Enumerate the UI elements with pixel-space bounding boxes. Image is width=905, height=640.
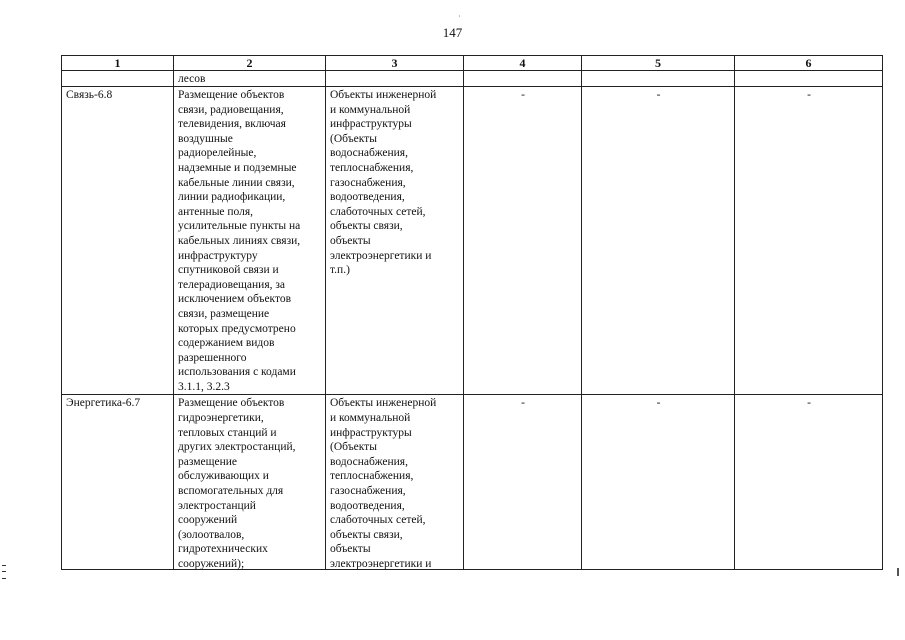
- header-cell-5: 5: [582, 56, 735, 71]
- cell-col4: -: [464, 395, 582, 570]
- cell-col6: -: [735, 87, 883, 395]
- scan-edge-mark-right: [897, 568, 899, 576]
- cell-continuation-6: [735, 71, 883, 87]
- header-cell-2: 2: [174, 56, 326, 71]
- cell-use-description: [174, 87, 326, 395]
- cell-col5: -: [582, 87, 735, 395]
- header-cell-1: 1: [62, 56, 174, 71]
- cell-col4: -: [464, 87, 582, 395]
- cell-continuation-5: [582, 71, 735, 87]
- use-objects-text: Объекты инженерной и коммунальной инфраструктуры (Объекты водоснабжения, теплоснабжения, газоснабжения, водоотведения, слаботочных сетей, объекты связи, объекты электроэнергетики и т.п.): [330, 89, 437, 277]
- cell-continuation-2: лесов: [174, 71, 326, 87]
- table-header-row: [62, 56, 883, 71]
- cell-use-name: [62, 395, 174, 570]
- scan-edge-mark-left: [2, 565, 6, 579]
- header-cell-6: 6: [735, 56, 883, 71]
- cell-col5: -: [582, 395, 735, 570]
- table-row-communications: [62, 87, 883, 395]
- use-description-text: Размещение объектов связи, радиовещания, телевидения, включая воздушные радиорелейные, надземные и подземные кабельные линии связи, линии радиофикации, антенные поля, усилительные пункты на кабельных линиях связи, инфраструктуру спутниковой связи и телерадиовещания, за исключением объектов связи, размещение которых предусмотрено содержанием видов разрешенного использования с кодами 3.1.1, 3.2.3: [178, 89, 301, 393]
- cell-continuation-1: [62, 71, 174, 87]
- header-cell-4: 4: [464, 56, 582, 71]
- cell-use-objects: [326, 87, 464, 395]
- cell-use-description: [174, 395, 326, 570]
- scan-speck: ·: [458, 12, 461, 21]
- cell-use-objects: [326, 395, 464, 570]
- use-name-text: Связь-6.8: [66, 89, 113, 101]
- use-description-text: Размещение объектов гидроэнергетики, тепловых станций и других электростанций, размещение обслуживающих и вспомогательных для электростанций сооружений (золоотвалов, гидротехнических сооружений);: [178, 397, 296, 570]
- use-objects-text: Объекты инженерной и коммунальной инфраструктуры (Объекты водоснабжения, теплоснабжения, газоснабжения, водоотведения, слаботочных сетей, объекты связи, объекты электроэнергетики и: [330, 397, 437, 570]
- page-number: 147: [442, 25, 463, 40]
- table-row-continuation: [62, 71, 883, 87]
- cell-continuation-4: [464, 71, 582, 87]
- cell-use-name: [62, 87, 174, 395]
- cell-col6: -: [735, 395, 883, 570]
- use-name-text: Энергетика-6.7: [66, 397, 141, 410]
- zoning-table: [61, 55, 883, 570]
- cell-continuation-3: [326, 71, 464, 87]
- header-cell-3: 3: [326, 56, 464, 71]
- table-row-energy: [62, 395, 883, 570]
